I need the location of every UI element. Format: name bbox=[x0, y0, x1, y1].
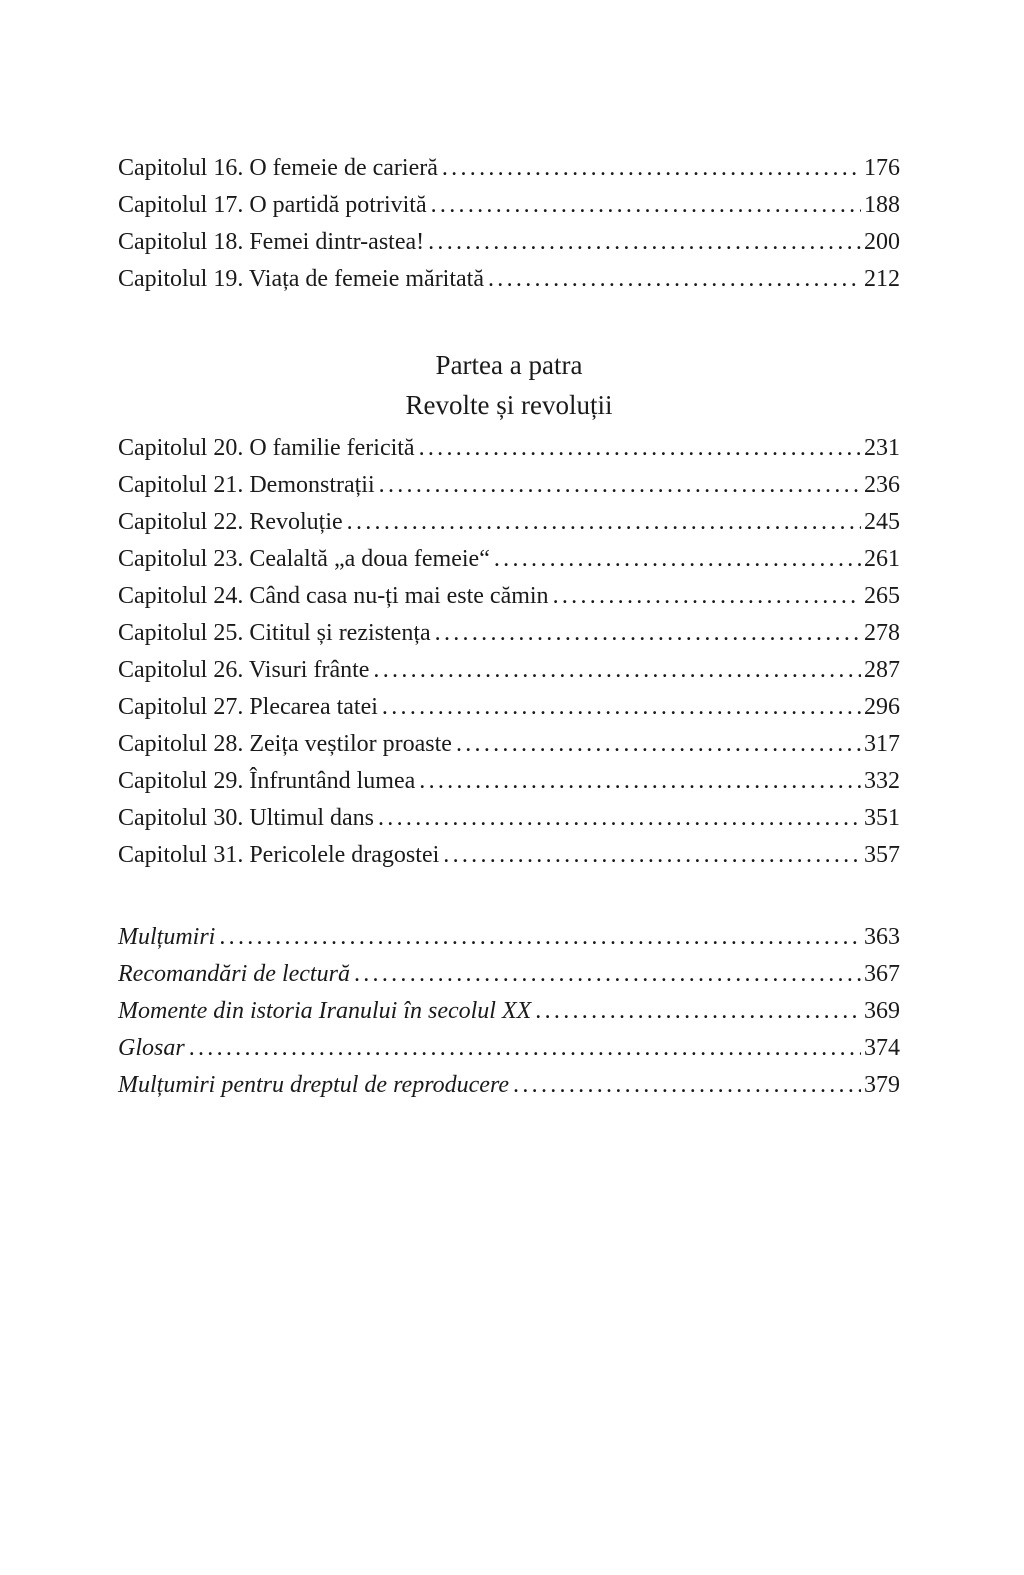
dot-leader bbox=[553, 578, 861, 615]
toc-entry bbox=[118, 763, 900, 800]
toc-entry-title: Capitolul 26. Visuri frânte bbox=[118, 657, 370, 683]
toc-entry-page: 369 bbox=[864, 998, 900, 1024]
toc-entry-page: 317 bbox=[864, 731, 900, 757]
dot-leader bbox=[378, 800, 861, 837]
dot-leader bbox=[189, 1030, 861, 1067]
toc-entry-page: 351 bbox=[864, 805, 900, 831]
dot-leader bbox=[219, 919, 861, 956]
toc-entry-title: Capitolul 30. Ultimul dans bbox=[118, 805, 374, 831]
toc-entry bbox=[118, 615, 900, 652]
dot-leader bbox=[443, 837, 861, 874]
dot-leader bbox=[535, 993, 861, 1030]
toc-entry bbox=[118, 993, 900, 1030]
toc-entry-title: Capitolul 28. Zeița veștilor proaste bbox=[118, 731, 452, 757]
toc-entry bbox=[118, 800, 900, 837]
toc-entry-page: 265 bbox=[864, 583, 900, 609]
dot-leader bbox=[428, 224, 861, 261]
toc-entry bbox=[118, 187, 900, 224]
toc-entry-title: Capitolul 24. Când casa nu-ți mai este cămin bbox=[118, 583, 549, 609]
toc-entry bbox=[118, 726, 900, 763]
toc-entry-title: Mulțumiri pentru dreptul de reproducere bbox=[118, 1072, 510, 1098]
dot-leader bbox=[419, 763, 861, 800]
toc-entry-title: Recomandări de lectură bbox=[118, 961, 350, 987]
toc-entry bbox=[118, 1030, 900, 1067]
dot-leader bbox=[431, 187, 861, 224]
toc-entry-page: 188 bbox=[864, 192, 900, 218]
toc-section-part-four bbox=[118, 430, 900, 874]
toc-entry-title: Glosar bbox=[118, 1035, 185, 1061]
toc-entry bbox=[118, 467, 900, 504]
dot-leader bbox=[488, 261, 861, 298]
toc-entry-page: 296 bbox=[864, 694, 900, 720]
toc-entry-title: Capitolul 29. Înfruntând lumea bbox=[118, 768, 416, 794]
dot-leader bbox=[379, 467, 861, 504]
toc-entry-page: 261 bbox=[864, 546, 900, 572]
toc-entry-title: Capitolul 21. Demonstrații bbox=[118, 472, 375, 498]
toc-entry bbox=[118, 541, 900, 578]
toc-entry bbox=[118, 837, 900, 874]
dot-leader bbox=[382, 689, 861, 726]
toc-entry-page: 379 bbox=[864, 1072, 900, 1098]
toc-entry-title: Capitolul 16. O femeie de carieră bbox=[118, 155, 438, 181]
toc-entry bbox=[118, 224, 900, 261]
toc-entry bbox=[118, 1067, 900, 1104]
toc-entry-title: Capitolul 23. Cealaltă „a doua femeie“ bbox=[118, 546, 490, 572]
toc-entry bbox=[118, 652, 900, 689]
part-subheading: Revolte și revoluții bbox=[405, 390, 613, 420]
table-of-contents bbox=[118, 150, 900, 1104]
toc-entry-page: 287 bbox=[864, 657, 900, 683]
toc-entry bbox=[118, 150, 900, 187]
dot-leader bbox=[442, 150, 861, 187]
toc-entry-page: 212 bbox=[864, 266, 900, 292]
part-heading-block bbox=[118, 345, 900, 425]
toc-entry bbox=[118, 689, 900, 726]
toc-entry bbox=[118, 578, 900, 615]
part-heading: Partea a patra bbox=[435, 350, 583, 380]
toc-entry-title: Capitolul 17. O partidă potrivită bbox=[118, 192, 427, 218]
toc-entry bbox=[118, 956, 900, 993]
toc-entry-page: 245 bbox=[864, 509, 900, 535]
toc-entry-page: 367 bbox=[864, 961, 900, 987]
toc-entry-title: Capitolul 25. Cititul și rezistența bbox=[118, 620, 431, 646]
toc-entry bbox=[118, 919, 900, 956]
toc-entry-title: Capitolul 22. Revoluție bbox=[118, 509, 343, 535]
toc-entry-title: Mulțumiri bbox=[118, 924, 216, 950]
toc-section-continued bbox=[118, 150, 900, 298]
dot-leader bbox=[513, 1067, 861, 1104]
toc-entry-page: 374 bbox=[864, 1035, 900, 1061]
toc-section-back-matter bbox=[118, 919, 900, 1104]
dot-leader bbox=[373, 652, 861, 689]
dot-leader bbox=[435, 615, 861, 652]
dot-leader bbox=[456, 726, 861, 763]
toc-entry-title: Capitolul 18. Femei dintr-astea! bbox=[118, 229, 425, 255]
dot-leader bbox=[419, 430, 861, 467]
dot-leader bbox=[347, 504, 861, 541]
toc-entry-title: Capitolul 31. Pericolele dragostei bbox=[118, 842, 440, 868]
toc-entry-page: 363 bbox=[864, 924, 900, 950]
toc-entry-page: 357 bbox=[864, 842, 900, 868]
toc-entry-page: 236 bbox=[864, 472, 900, 498]
toc-entry bbox=[118, 504, 900, 541]
toc-entry-page: 231 bbox=[864, 435, 900, 461]
dot-leader bbox=[354, 956, 861, 993]
toc-entry bbox=[118, 261, 900, 298]
toc-entry-page: 332 bbox=[864, 768, 900, 794]
dot-leader bbox=[494, 541, 861, 578]
toc-entry-title: Capitolul 27. Plecarea tatei bbox=[118, 694, 378, 720]
toc-entry-title: Capitolul 19. Viața de femeie măritată bbox=[118, 266, 484, 292]
toc-entry-page: 200 bbox=[864, 229, 900, 255]
toc-entry-page: 278 bbox=[864, 620, 900, 646]
toc-entry-title: Capitolul 20. O familie fericită bbox=[118, 435, 415, 461]
toc-entry-page: 176 bbox=[864, 155, 900, 181]
toc-entry-title: Momente din istoria Iranului în secolul XX bbox=[118, 998, 532, 1024]
toc-entry bbox=[118, 430, 900, 467]
